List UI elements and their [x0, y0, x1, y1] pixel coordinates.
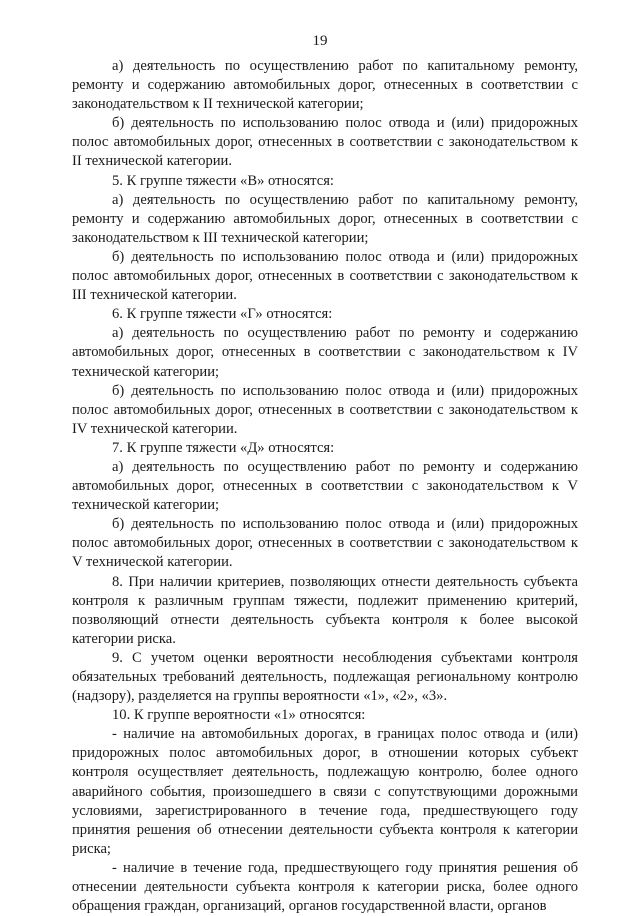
section-heading: 10. К группе вероятности «1» относятся: [112, 707, 366, 724]
paragraph: 8. При наличии критериев, позволяющих отнести деятельность субъекта контроля к различным группам тяжести, подлежит применению критерий, позволяющий отнести деятельность субъекта контроля к более высокой категории риска. [72, 573, 578, 647]
paragraph: б) деятельность по использованию полос отвода и (или) придорожных полос автомобильных дорог, отнесенных в соответствии с законодательством к III технической категории. [72, 248, 578, 304]
paragraph: б) деятельность по использованию полос отвода и (или) придорожных полос автомобильных дорог, отнесенных в соответствии с законодательством к V технической категории. [72, 516, 578, 571]
paragraph: б) деятельность по использованию полос отвода и (или) придорожных полос автомобильных дорог, отнесенных в соответствии с законодательством к IV технической категории. [72, 382, 578, 437]
paragraph: б) деятельность по использованию полос отвода и (или) придорожных полос автомобильных дорог, отнесенных в соответствии с законодательством к II технической категории. [72, 115, 578, 170]
section-heading: 7. К группе тяжести «Д» относятся: [112, 439, 335, 456]
document-body [72, 57, 578, 916]
paragraph: а) деятельность по осуществлению работ по капитальному ремонту, ремонту и содержанию автомобильных дорог, отнесенных в соответствии с законодательством к II технической категории; [72, 58, 578, 113]
paragraph: - наличие на автомобильных дорогах, в границах полос отвода и (или) придорожных полос автомобильных дорог, в отношении которых субъект контроля осуществляет деятельность, подлежащую контролю, более одного аварийного события, произошедшего в связи с сопутствующими дорожными условиями, зарегистрированного в течение года, предшествующего году принятия решения об отнесении деятельности субъекта контроля к категории риска; [72, 726, 578, 857]
paragraph: а) деятельность по осуществлению работ по ремонту и содержанию автомобильных дорог, отнесенных в соответствии с законодательством к IV технической категории; [72, 325, 578, 380]
section-heading: 6. К группе тяжести «Г» относятся: [112, 306, 333, 323]
paragraph: а) деятельность по осуществлению работ по ремонту и содержанию автомобильных дорог, отнесенных в соответствии с законодательством к V технической категории; [72, 458, 578, 514]
paragraph: - наличие в течение года, предшествующего году принятия решения об отнесении деятельности субъекта контроля к категории риска, более одного обращения граждан, организаций, органов государственной власти, органов [72, 859, 578, 915]
paragraph: 9. С учетом оценки вероятности несоблюдения субъектами контроля обязательных требований деятельность, подлежащая региональному контролю (надзору), разделяется на группы вероятности «1», «2», «3». [72, 649, 578, 705]
paragraph: а) деятельность по осуществлению работ по капитальному ремонту, ремонту и содержанию автомобильных дорог, отнесенных в соответствии с законодательством к III технической категории; [72, 191, 578, 246]
section-heading: 5. К группе тяжести «В» относятся: [112, 172, 334, 189]
page-number: 19 [312, 33, 328, 49]
